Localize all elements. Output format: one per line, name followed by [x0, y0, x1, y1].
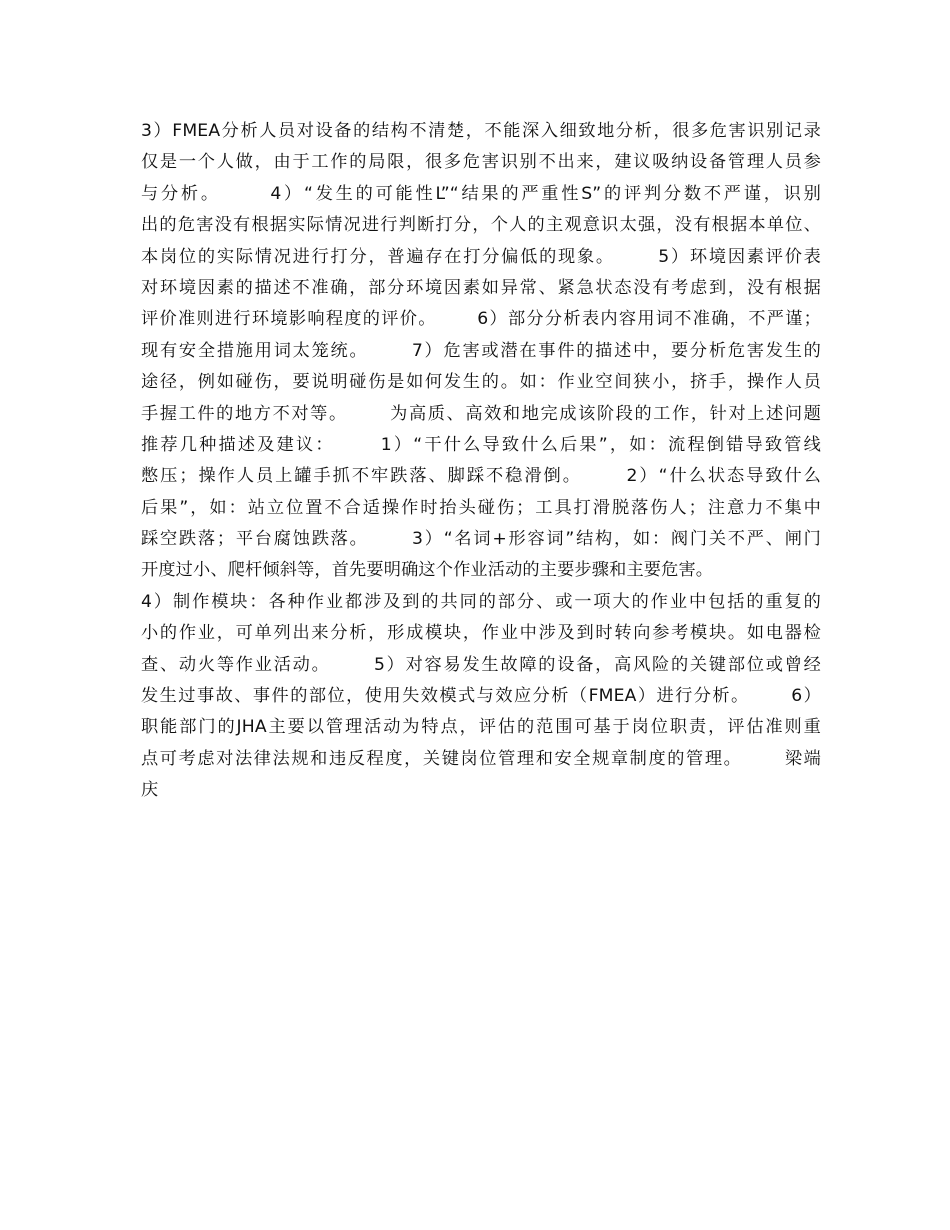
text-line: 手握工件的地方不对等。 为高质、高效和地完成该阶段的工作，针对上述问题 — [141, 403, 821, 424]
text-line: 小的作业，可单列出来分析，形成模块，作业中涉及到时转向参考模块。如电器检 — [141, 623, 821, 644]
text-line: 现有安全措施用词太笼统。 7）危害或潜在事件的描述中，要分析危害发生的 — [141, 340, 821, 361]
text-line: 推荐几种描述及建议： 1）“干什么导致什么后果”，如：流程倒错导致管线 — [141, 434, 821, 455]
text-line: 3）FMEA分析人员对设备的结构不清楚，不能深入细致地分析，很多危害识别记录 — [141, 121, 821, 141]
text-line: 查、动火等作业活动。 5）对容易发生故障的设备，高风险的关键部位或曾经 — [141, 654, 821, 675]
text-line: 发生过事故、事件的部位，使用失效模式与效应分析（FMEA）进行分析。 6） — [141, 686, 821, 707]
text-line: 仅是一个人做，由于工作的局限，很多危害识别不出来，建议吸纳设备管理人员参 — [141, 152, 821, 173]
text-line: 评价准则进行环境影响程度的评价。 6）部分分析表内容用词不准确，不严谨； — [141, 309, 821, 330]
text-line: 4）制作模块：各种作业都涉及到的共同的部分、或一项大的作业中包括的重复的 — [141, 591, 821, 612]
text-line: 点可考虑对法律法规和违反程度，关键岗位管理和安全规章制度的管理。 梁端 — [141, 748, 821, 769]
text-line: 出的危害没有根据实际情况进行判断打分，个人的主观意识太强，没有根据本单位、 — [141, 215, 821, 236]
text-line: 与分析。 4）“发生的可能性L”“结果的严重性S”的评判分数不严谨，识别 — [141, 183, 821, 204]
text-line: 对环境因素的描述不准确，部分环境因素如异常、紧急状态没有考虑到，没有根据 — [141, 277, 821, 298]
text-line: 本岗位的实际情况进行打分，普遍存在打分偏低的现象。 5）环境因素评价表 — [141, 246, 821, 267]
body-text — [141, 116, 821, 807]
text-line: 庆 — [141, 780, 159, 801]
text-line: 踩空跌落；平台腐蚀跌落。 3）“名词+形容词”结构，如：阀门关不严、闸门 — [141, 529, 821, 550]
text-line: 憋压；操作人员上罐手抓不牢跌落、脚踩不稳滑倒。 2）“什么状态导致什么 — [141, 466, 821, 487]
text-line: 开度过小、爬杆倾斜等，首先要明确这个作业活动的主要步骤和主要危害。 — [141, 560, 714, 581]
text-line: 后果”，如：站立位置不合适操作时抬头碰伤；工具打滑脱落伤人；注意力不集中 — [141, 497, 821, 518]
text-line: 职能部门的JHA主要以管理活动为特点，评估的范围可基于岗位职责，评估准则重 — [141, 717, 821, 738]
text-line: 途径，例如碰伤，要说明碰伤是如何发生的。如：作业空间狭小，挤手，操作人员 — [141, 372, 821, 393]
